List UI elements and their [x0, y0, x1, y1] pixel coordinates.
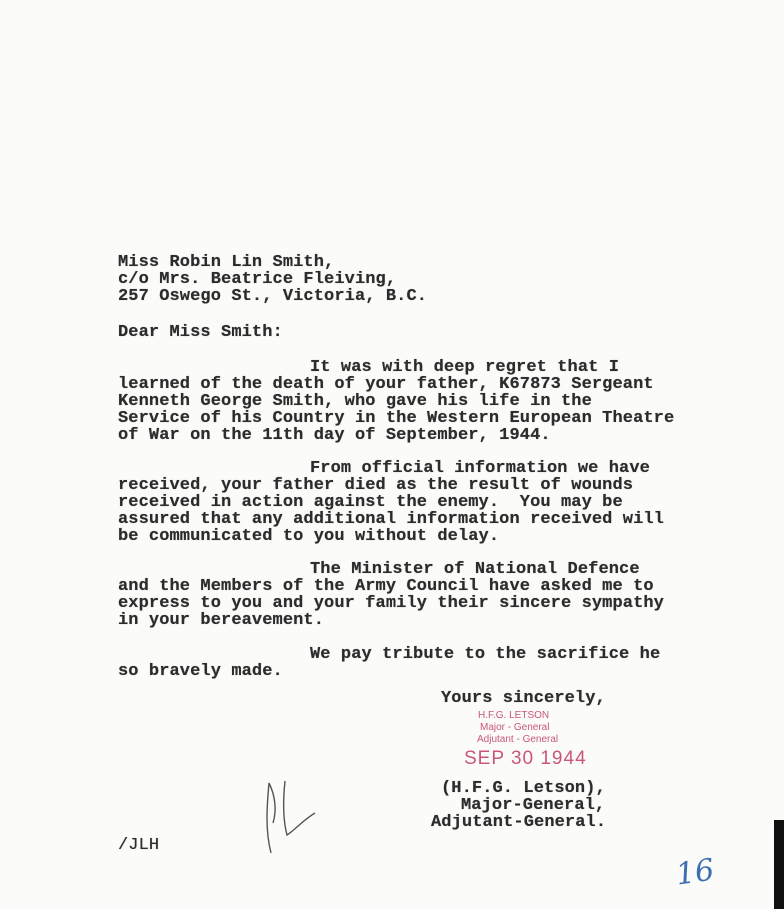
body-line: express to you and your family their sincere sympathy — [118, 594, 664, 613]
reference-initials: /JLH — [118, 836, 160, 855]
body-line: in your bereavement. — [118, 611, 325, 630]
signature-title: Adjutant-General. — [431, 813, 607, 832]
signature-name: (H.F.G. Letson), — [441, 779, 606, 798]
signature-rank: Major-General, — [461, 796, 606, 815]
stamp-name: H.F.G. LETSON — [478, 710, 550, 721]
date-stamp: SEP 30 1944 — [464, 748, 587, 769]
salutation: Dear Miss Smith: — [118, 323, 283, 342]
body-line: so bravely made. — [118, 662, 283, 681]
body-line: be communicated to you without delay. — [118, 527, 500, 546]
body-line: and the Members of the Army Council have asked me to — [118, 577, 654, 596]
body-line: From official information we have — [310, 459, 650, 478]
closing: Yours sincerely, — [441, 689, 606, 708]
stamp-title: Adjutant - General — [477, 734, 559, 745]
handwritten-initials — [255, 775, 325, 860]
body-line: Kenneth George Smith, who gave his life in the — [118, 392, 592, 411]
address-line: 257 Oswego St., Victoria, B.C. — [118, 287, 428, 306]
body-line: learned of the death of your father, K67873 Sergeant — [118, 375, 654, 394]
address-line: c/o Mrs. Beatrice Fleiving, — [118, 270, 397, 289]
address-line: Miss Robin Lin Smith, — [118, 253, 335, 272]
body-line: It was with deep regret that I — [310, 358, 620, 377]
body-line: We pay tribute to the sacrifice he — [310, 645, 661, 664]
stamp-rank: Major - General — [480, 722, 550, 733]
body-line: of War on the 11th day of September, 1944. — [118, 426, 551, 445]
page-number: 16 — [673, 852, 717, 893]
scan-edge — [774, 820, 784, 909]
body-line: The Minister of National Defence — [310, 560, 640, 579]
body-line: Service of his Country in the Western European Theatre — [118, 409, 675, 428]
body-line: assured that any additional information received will — [118, 510, 664, 529]
body-line: received in action against the enemy. You may be — [118, 493, 623, 512]
body-line: received, your father died as the result of wounds — [118, 476, 634, 495]
